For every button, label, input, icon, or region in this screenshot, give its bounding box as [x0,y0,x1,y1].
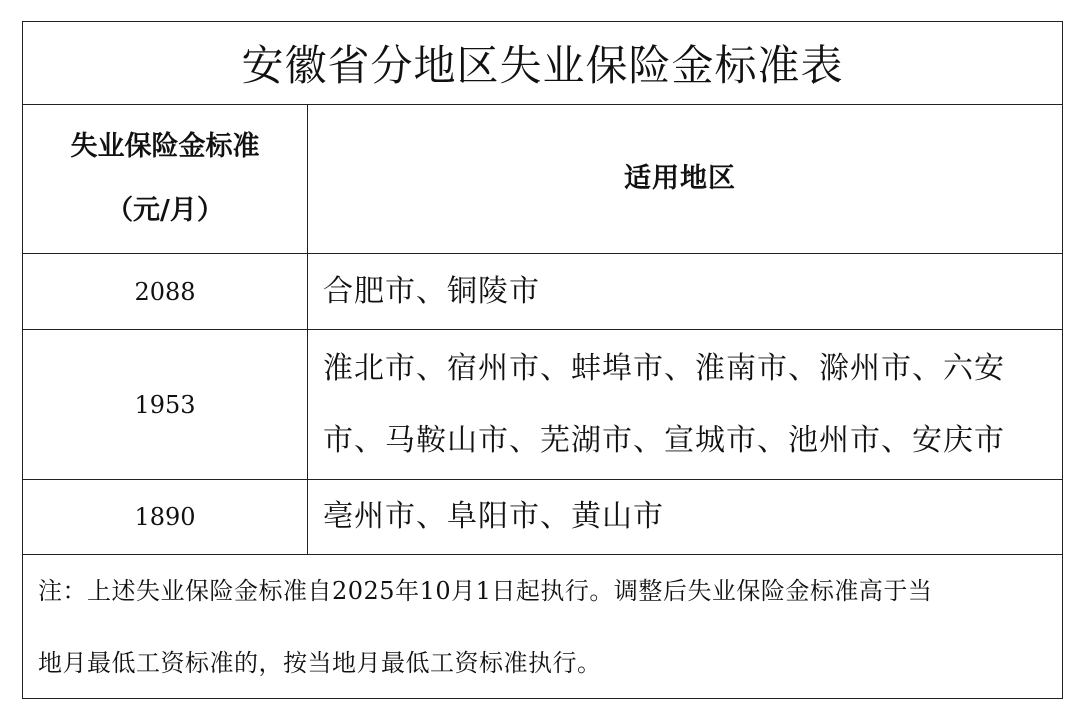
table-title: 安徽省分地区失业保险金标准表 [241,41,844,90]
footnote-line: 地月最低工资标准的，按当地月最低工资标准执行。 [38,649,602,677]
header-standard-label: 失业保险金标准 [70,131,260,162]
header-standard-cell [23,105,308,254]
table-row [23,330,1062,480]
header-standard-unit: （元/月） [106,195,224,226]
region-line: 淮北市、宿州市、蚌埠市、淮南市、滁州市、六安 [323,350,1005,386]
footnote-line: 注：上述失业保险金标准自2025年10月1日起执行。调整后失业保险金标准高于当 [38,577,933,605]
footnote [38,555,1038,699]
standard-cell: 1890 [23,480,308,555]
benefit-table [23,105,1062,555]
table-row [23,480,1062,555]
table-row [23,254,1062,330]
region-cell: 合肥市、铜陵市 [308,254,1063,330]
table-header-row [23,105,1062,254]
header-region-cell: 适用地区 [308,105,1063,254]
standard-cell: 1953 [23,330,308,480]
standard-cell: 2088 [23,254,308,330]
region-cell [308,330,1063,480]
benefit-table-sheet [22,21,1063,699]
region-cell: 亳州市、阜阳市、黄山市 [308,480,1063,555]
region-line: 市、马鞍山市、芜湖市、宣城市、池州市、安庆市 [323,422,1005,458]
title-row [23,22,1062,105]
